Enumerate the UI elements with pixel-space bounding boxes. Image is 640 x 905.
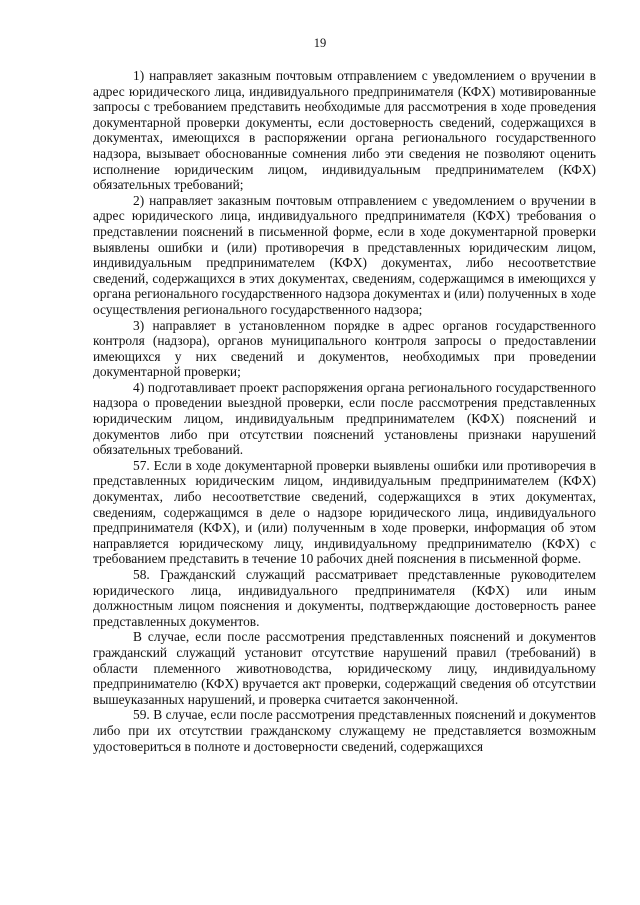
document-body — [93, 68, 596, 754]
paragraph-item-3: 3) направляет в установленном порядке в адрес органов государственного контроля (надзора), органов муниципального контроля запросы о предоставлении имеющихся у них сведений и документов, необходимых при проведении документарной проверки; — [93, 317, 596, 380]
paragraph-clause-58-continuation: В случае, если после рассмотрения представленных пояснений и документов гражданский служащий установит отсутствие нарушений правил (требований) в области племенного животноводства, юридическому лицу, индивидуальному предпринимателю (КФХ) вручается акт проверки, содержащий сведения об отсутствии вышеуказанных нарушений, и проверка считается законченной. — [93, 629, 596, 707]
paragraph-item-1: 1) направляет заказным почтовым отправлением с уведомлением о вручении в адрес юридического лица, индивидуального предпринимателя (КФХ) мотивированные запросы с требованием представить необходимые для рассмотрения в ходе проведения документарной проверки документы, если достоверность сведений, содержащихся в документах, имеющихся в распоряжении органа регионального государственного надзора, вызывает обоснованные сомнения либо эти сведения не позволяют оценить исполнение юридическим лицом, индивидуальным предпринимателем (КФХ) обязательных требований; — [93, 68, 596, 193]
paragraph-clause-59: 59. В случае, если после рассмотрения представленных пояснений и документов либо при их отсутствии гражданскому служащему не представляется возможным удостовериться в полноте и достоверности сведений, содержащихся — [93, 707, 596, 754]
paragraph-clause-57: 57. Если в ходе документарной проверки выявлены ошибки или противоречия в представленных юридическим лицом, индивидуальным предпринимателем (КФХ) документах, либо несоответствие сведений, содержащихся в этих документах, сведениям, содержащимся в деле о надзоре юридического лица, индивидуального предпринимателя (КФХ), и (или) полученным в ходе проверки, информация об этом направляется юридическому лицу, индивидуальному предпринимателю (КФХ) с требованием представить в течение 10 рабочих дней пояснения в письменной форме. — [93, 457, 596, 567]
paragraph-clause-58: 58. Гражданский служащий рассматривает представленные руководителем юридического лица, индивидуального предпринимателя (КФХ) или иным должностным лицом пояснения и документы, подтверждающие достоверность ранее представленных документов. — [93, 567, 596, 629]
paragraph-item-2: 2) направляет заказным почтовым отправлением с уведомлением о вручении в адрес юридического лица, индивидуального предпринимателя (КФХ) требования о представлении пояснений в письменной форме, если в ходе документарной проверки выявлены ошибки и (или) противоречия в представленных юридическим лицом, индивидуальным предпринимателем (КФХ) документах, либо несоответствие сведений, содержащихся в этих документах, сведениям, содержащимся в имеющихся у органа регионального государственного надзора документах и (или) полученных в ходе осуществления регионального государственного надзора; — [93, 192, 596, 317]
paragraph-item-4: 4) подготавливает проект распоряжения органа регионального государственного надзора о проведении выездной проверки, если после рассмотрения представленных юридическим лицом, индивидуальным предпринимателем (КФХ) пояснений и документов либо при отсутствии пояснений установлены признаки нарушений обязательных требований. — [93, 379, 596, 458]
page-number: 19 — [313, 36, 327, 50]
